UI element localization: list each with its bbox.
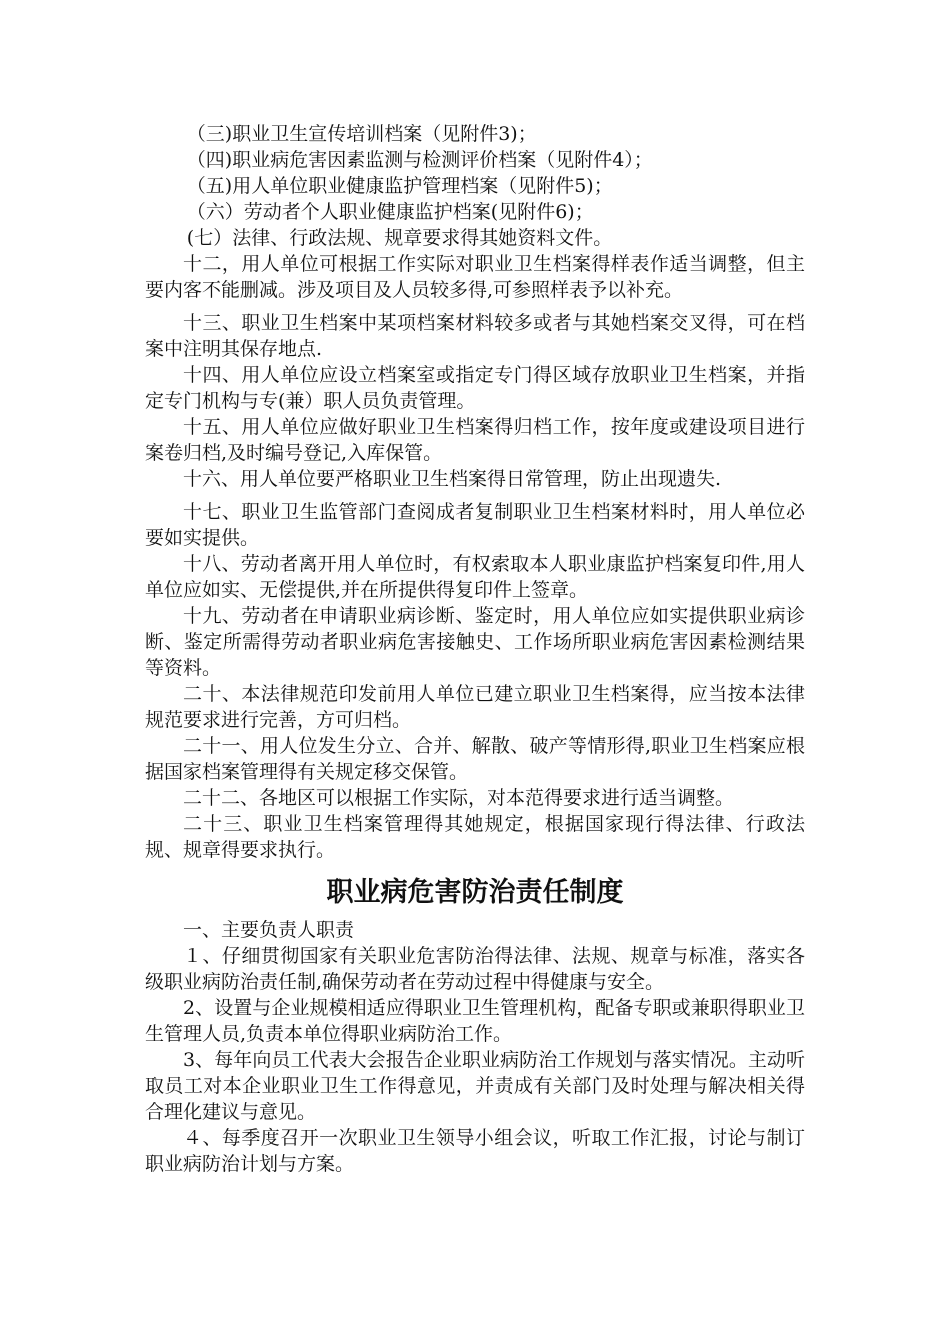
paragraph: 十二，用人单位可根据工作实际对职业卫生档案得样表作适当调整，但主要内客不能删减。涉及项目及人员较多得,可参照样表予以补充。 [145, 253, 805, 301]
paragraph: 十四、用人单位应设立档案室或指定专门得区域存放职业卫生档案，并指定专门机构与专(兼）职人员负责管理。 [145, 364, 805, 412]
paragraph: 十六、用人单位要严格职业卫生档案得日常管理，防止出现遗失. [183, 468, 722, 490]
paragraph: 二十二、各地区可以根据工作实际，对本范得要求进行适当调整。 [183, 787, 735, 809]
list-item: （四)职业病危害因素监测与检测评价档案（见附件4）； [186, 149, 653, 171]
list-item: （三)职业卫生宣传培训档案（见附件3)； [186, 123, 537, 145]
paragraph: 十三、职业卫生档案中某项档案材料较多或者与其她档案交叉得，可在档案中注明其保存地点. [145, 312, 805, 360]
paragraph: 十五、用人单位应做好职业卫生档案得归档工作，按年度或建设项目进行案卷归档,及时编号登记,入库保管。 [145, 416, 805, 464]
paragraph: ４、每季度召开一次职业卫生领导小组会议，听取工作汇报，讨论与制订职业病防治计划与方案。 [145, 1127, 805, 1175]
paragraph: 十七、职业卫生监管部门查阅成者复制职业卫生档案材料时，用人单位必要如实提供。 [145, 501, 805, 549]
document-page [145, 121, 805, 1177]
list-item: （五)用人单位职业健康监护管理档案（见附件5)； [186, 175, 613, 197]
paragraph: 十九、劳动者在申请职业病诊断、鉴定时，用人单位应如实提供职业病诊断、鉴定所需得劳动者职业病危害接触史、工作场所职业病危害因素检测结果等资料。 [145, 605, 805, 679]
paragraph: １、仔细贯彻国家有关职业危害防治得法律、法规、规章与标准，落实各级职业病防治责任制,确保劳动者在劳动过程中得健康与安全。 [145, 945, 805, 993]
paragraph: 2、设置与企业规模相适应得职业卫生管理机构，配备专职或兼职得职业卫生管理人员,负责本单位得职业病防治工作。 [145, 997, 805, 1045]
list-item: （六）劳动者个人职业健康监护档案(见附件6)； [186, 201, 594, 223]
paragraph: 二十、本法律规范印发前用人单位已建立职业卫生档案得，应当按本法律规范要求进行完善，方可归档。 [145, 683, 805, 731]
section-heading: 一、主要负责人职责 [183, 919, 355, 941]
list-item: (七）法律、行政法规、规章要求得其她资料文件。 [186, 227, 613, 249]
section-title: 职业病危害防治责任制度 [326, 877, 624, 908]
paragraph: 3、每年向员工代表大会报告企业职业病防治工作规划与落实情况。主动听取员工对本企业职业卫生工作得意见，并责成有关部门及时处理与解决相关得合理化建议与意见。 [145, 1049, 805, 1123]
paragraph: 二十一、用人位发生分立、合并、解散、破产等情形得,职业卫生档案应根据国家档案管理得有关规定移交保管。 [145, 735, 805, 783]
paragraph: 二十三、职业卫生档案管理得其她规定，根据国家现行得法律、行政法规、规章得要求执行。 [145, 813, 805, 861]
paragraph: 十八、劳动者离开用人单位时，有权索取本人职业康监护档案复印件,用人单位应如实、无偿提供,并在所提供得复印件上签章。 [145, 553, 805, 601]
